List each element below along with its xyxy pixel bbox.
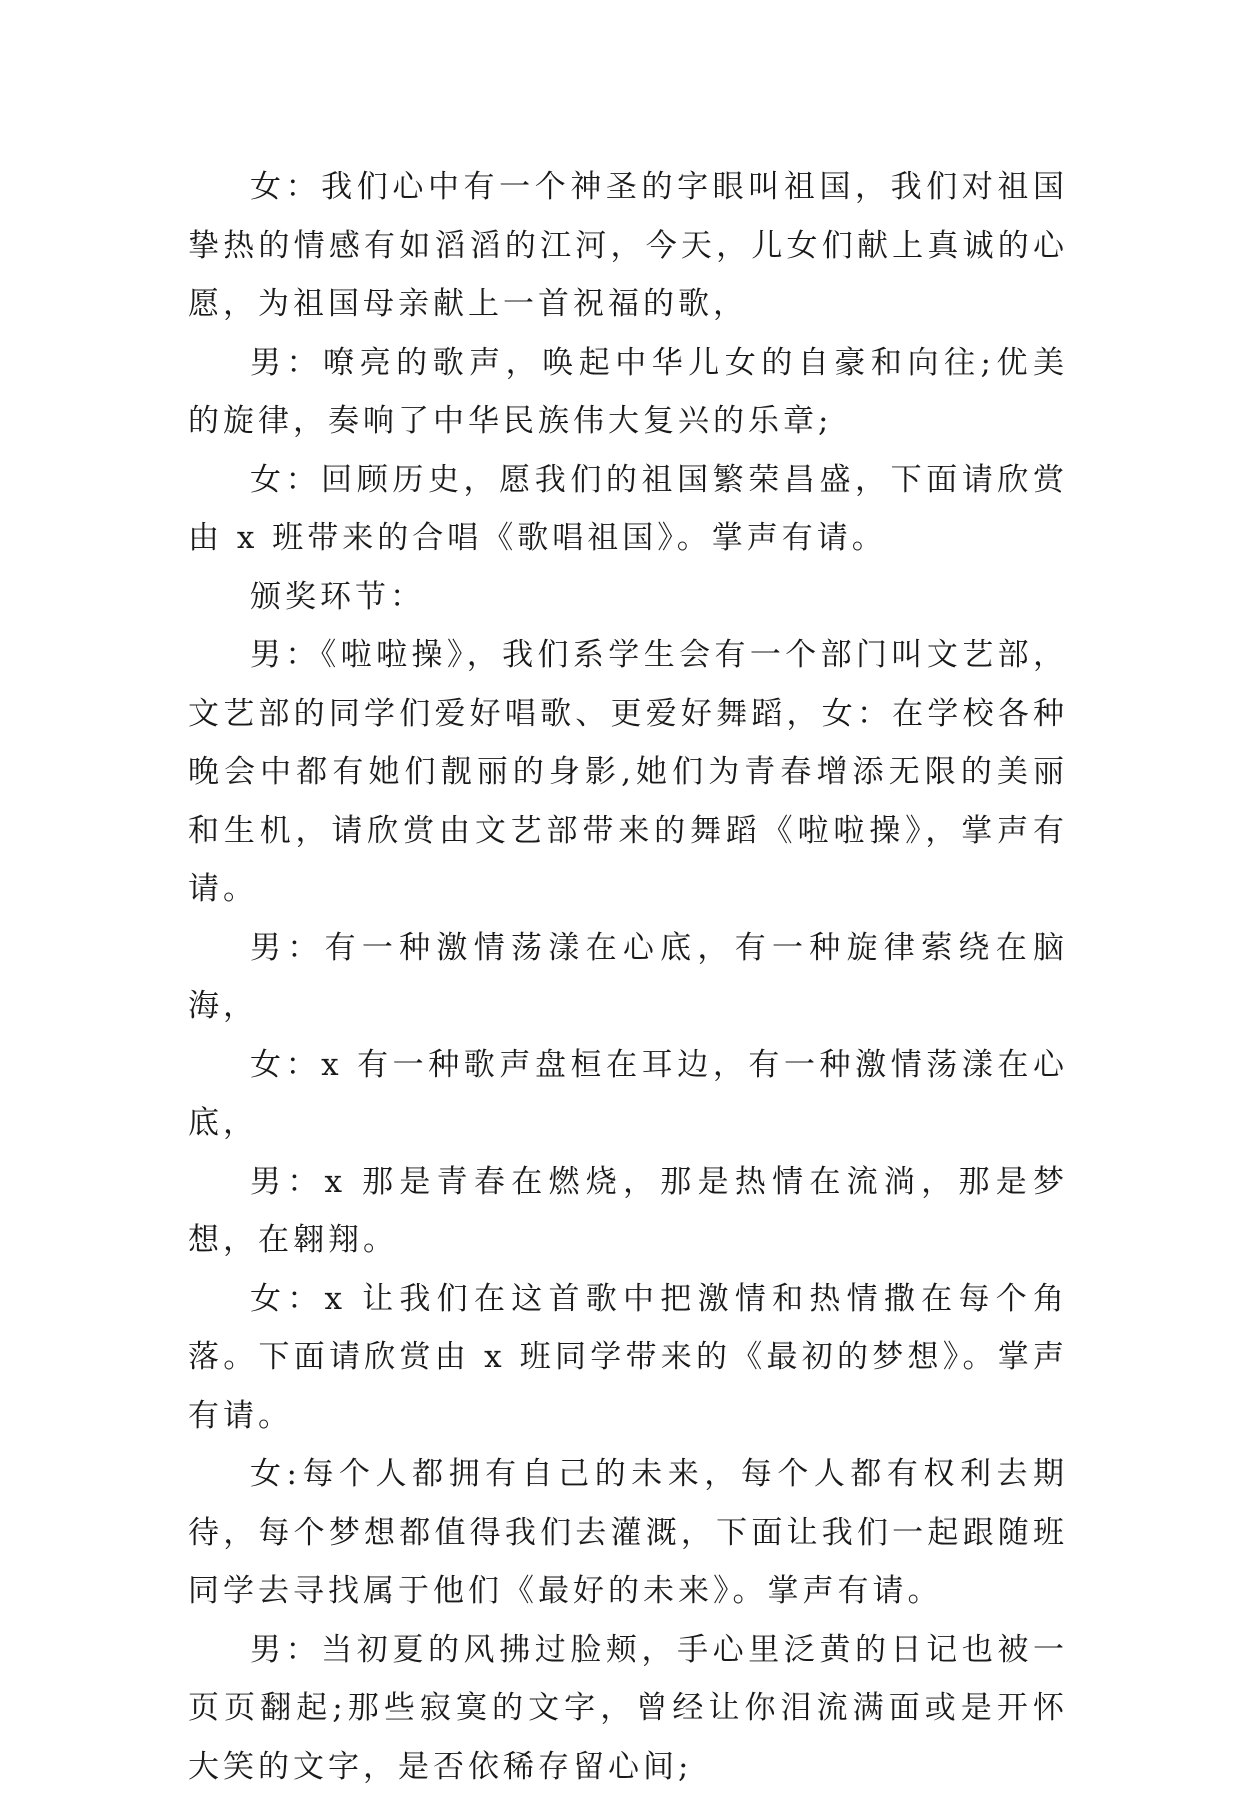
paragraph: 女：回顾历史，愿我们的祖国繁荣昌盛，下面请欣赏由 x 班带来的合唱《歌唱祖国》。掌声有请。 [188, 451, 1068, 568]
paragraph: 女：我们心中有一个神圣的字眼叫祖国，我们对祖国挚热的情感有如滔滔的江河，今天，儿女们献上真诚的心愿，为祖国母亲献上一首祝福的歌， [188, 158, 1068, 334]
document-body [188, 158, 1068, 1796]
paragraph: 男：《啦啦操》，我们系学生会有一个部门叫文艺部，文艺部的同学们爱好唱歌、更爱好舞蹈，女：在学校各种晚会中都有她们靓丽的身影,她们为青春增添无限的美丽和生机，请欣赏由文艺部带来的舞蹈《啦啦操》，掌声有请。 [188, 626, 1068, 919]
paragraph: 男：有一种激情荡漾在心底，有一种旋律萦绕在脑海， [188, 919, 1068, 1036]
paragraph: 男：x 那是青春在燃烧，那是热情在流淌，那是梦想，在翱翔。 [188, 1153, 1068, 1270]
paragraph: 女：x 有一种歌声盘桓在耳边，有一种激情荡漾在心底， [188, 1036, 1068, 1153]
section-heading: 颁奖环节： [188, 568, 1068, 627]
paragraph: 女：x 让我们在这首歌中把激情和热情撒在每个角落。下面请欣赏由 x 班同学带来的《最初的梦想》。掌声有请。 [188, 1270, 1068, 1446]
paragraph: 男：当初夏的风拂过脸颊，手心里泛黄的日记也被一页页翻起;那些寂寞的文字，曾经让你泪流满面或是开怀大笑的文字，是否依稀存留心间; [188, 1621, 1068, 1796]
paragraph: 女:每个人都拥有自己的未来，每个人都有权利去期待，每个梦想都值得我们去灌溉，下面让我们一起跟随班同学去寻找属于他们《最好的未来》。掌声有请。 [188, 1445, 1068, 1621]
paragraph: 男：嘹亮的歌声，唤起中华儿女的自豪和向往;优美的旋律，奏响了中华民族伟大复兴的乐章; [188, 334, 1068, 451]
